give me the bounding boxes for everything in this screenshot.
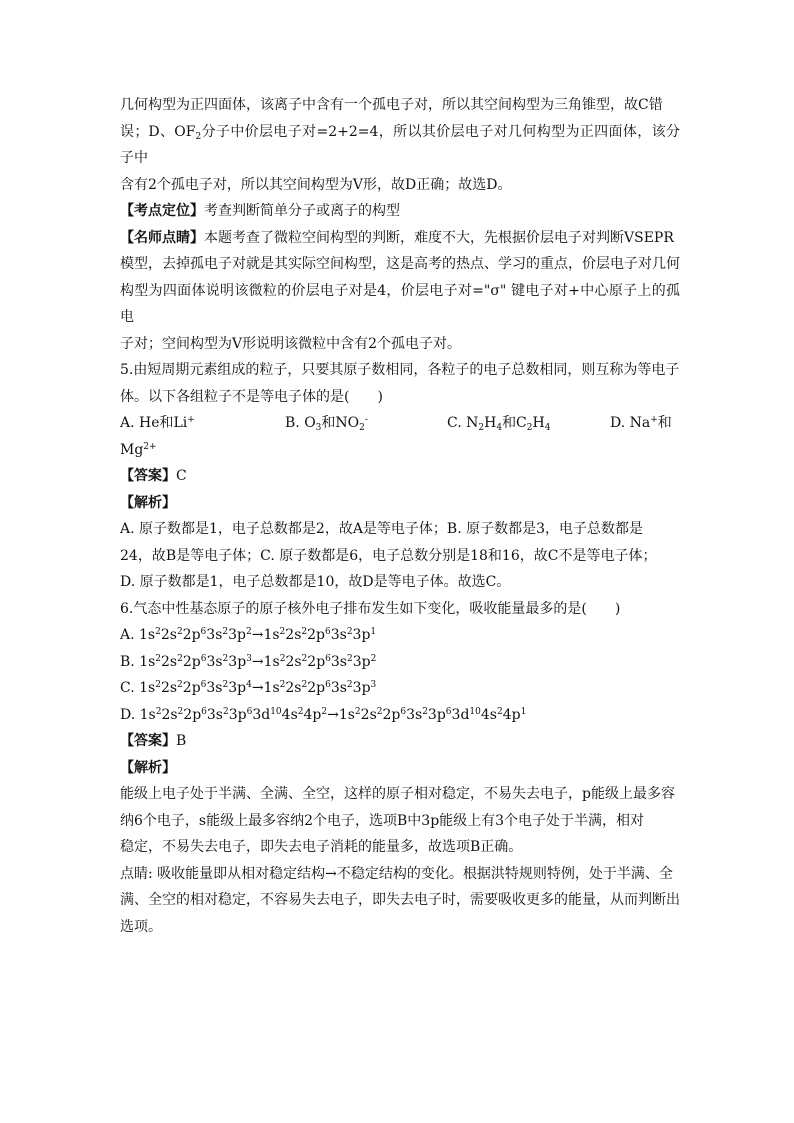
dianjing-line: 点睛: 吸收能量即从相对稳定结构→不稳定结构的变化。根据洪特规则特例，处于半满、全	[120, 865, 673, 882]
kaodian-line: 【考点定位】考查判断简单分子或离子的构型	[120, 203, 400, 219]
question-6	[120, 596, 680, 941]
text-line: 能级上电子处于半满、全满、全空，这样的原子相对稳定，不易失去电子，p能级上最多容	[120, 786, 675, 802]
text-line: 满、全空的相对稳定，不容易失去电子，即失去电子时，需要吸收更多的能量，从而判断出	[120, 892, 680, 908]
text-line: 选项。	[120, 918, 162, 935]
text-line: 模型，去掉孤电子对就是其实际空间构型，这是高考的热点、学习的重点，价层电子对几何	[120, 256, 680, 272]
answer-line: 【答案】B	[120, 733, 187, 749]
document-page	[120, 92, 680, 940]
choice-c: C. $1s^22s^22p^63s^23p^4\to 1s^22s^22p^63s^23p^3$	[120, 680, 377, 696]
choice-d: D. Na+和	[610, 415, 672, 431]
text-line: 含有2个孤电子对，所以其空间构型为V形，故D正确；故选D。	[120, 176, 512, 193]
text-line: 稳定，不易失去电子，即失去电子消耗的能量多，故选项B正确。	[120, 839, 523, 855]
choice-d-continued: $Mg^{2+}$ 【答案】C 【解析】 A. 原子数都是1，电子总数都是2，故A是等电子体；B. 原子数都是3，电子总数都是 24，故B是等电子体；C. 原子数都是6，电子总数分别是18和16，故C不是等电子体； D. 原子数都是1，电子总数都是10，故D是等电子体。故选C。	[120, 437, 680, 596]
text-line: A. 原子数都是1，电子总数都是2，故A是等电子体；B. 原子数都是3，电子总数都是	[120, 521, 644, 537]
jiexi-heading: 【解析】	[120, 759, 176, 776]
choice-b: B. $1s^22s^22p^63s^23p^3\to 1s^22s^22p^63s^23p^2$	[120, 653, 377, 670]
text-line: 误；D、$OF_2$分子中价层电子对=2+2=4，所以其价层电子对几何构型为正四面体，该分子中	[120, 123, 680, 166]
choice-d: D. $1s^22s^22p^63s^23p^63d^{10}4s^24p^2\to 1s^22s^22p^63s^23p^63d^{10}4s^24p^1$	[120, 706, 527, 723]
answer-line: 【答案】C	[120, 468, 187, 484]
text-line: 构型为四面体说明该微粒的价层电子对是4，价层电子对="σ" 键电子对+中心原子上的孤电	[120, 282, 680, 325]
choice-b: B. $O_3$和$NO_2^-$	[285, 415, 368, 433]
text-line: D. 原子数都是1，电子总数都是10，故D是等电子体。故选C。	[120, 574, 511, 590]
choices-row	[120, 410, 680, 437]
choice-a: A. $1s^22s^22p^63s^23p^2\to 1s^22s^22p^63s^23p^1$	[120, 627, 377, 643]
text-line: 24，故B是等电子体；C. 原子数都是6，电子总数分别是18和16，故C不是等电子体；	[120, 547, 657, 564]
jiexi-heading: 【解析】	[120, 494, 176, 511]
choice-a: A. He和Li+	[120, 415, 195, 431]
question-stem: 5.由短周期元素组成的粒子，只要其原子数相同，各粒子的电子总数相同，则互称为等电子	[120, 362, 680, 378]
question-stem: 体。以下各组粒子不是等电子体的是( )	[120, 388, 383, 405]
mingshi-line: 【名师点睛】本题考查了微粒空间构型的判断，难度不大，先根据价层电子对判断VSEPR	[120, 229, 674, 246]
question-5	[120, 357, 680, 410]
text-line: 纳6个电子，s能级上最多容纳2个电子，选项B中3p能级上有3个电子处于半满，相对	[120, 812, 645, 829]
text-line: 子对；空间构型为V形说明该微粒中含有2个孤电子对。	[120, 335, 462, 352]
prev-explanation	[120, 92, 680, 357]
choice-c: C. $N_2H_4$和$C_2H_4$	[447, 415, 551, 433]
text-line: 几何构型为正四面体，该离子中含有一个孤电子对，所以其空间构型为三角锥型，故C错	[120, 97, 663, 113]
question-stem: 6.气态中性基态原子的原子核外电子排布发生如下变化，吸收能量最多的是( )	[120, 600, 621, 617]
